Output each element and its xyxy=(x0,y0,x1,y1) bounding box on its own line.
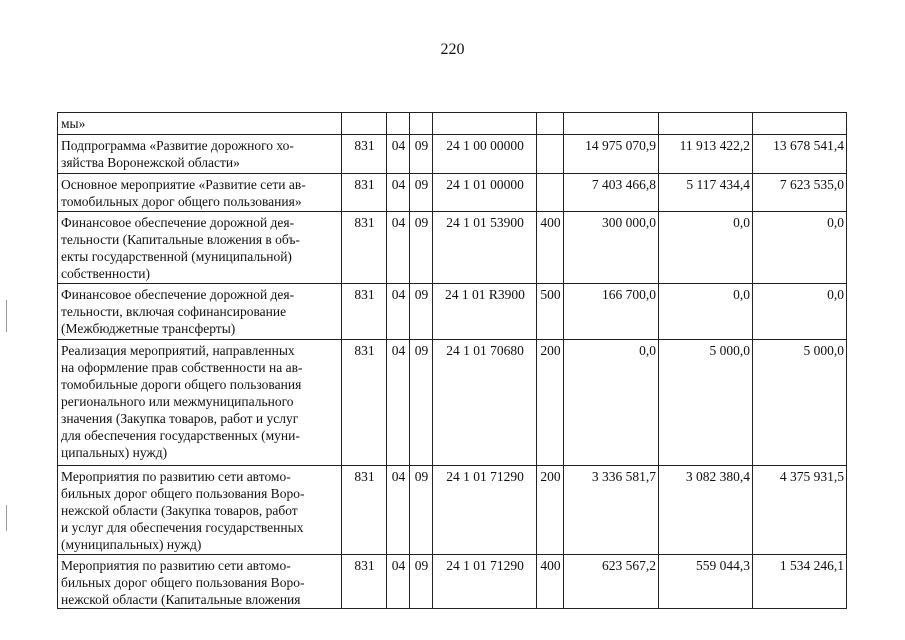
rz-cell xyxy=(387,113,410,135)
year3-amount-cell: 0,0 xyxy=(753,212,847,284)
page-number: 220 xyxy=(440,41,465,58)
vr-cell: 400 xyxy=(537,555,564,609)
year1-amount-cell: 623 567,2 xyxy=(564,555,659,609)
pr-cell: 09 xyxy=(410,212,433,284)
vr-cell: 200 xyxy=(537,466,564,555)
gr-cell: 831 xyxy=(342,174,387,212)
rz-cell: 04 xyxy=(387,135,410,174)
gr-cell: 831 xyxy=(342,212,387,284)
year3-amount-cell: 13 678 541,4 xyxy=(753,135,847,174)
year2-amount-cell: 3 082 380,4 xyxy=(659,466,753,555)
gr-cell: 831 xyxy=(342,466,387,555)
gr-cell: 831 xyxy=(342,340,387,466)
csr-cell: 24 1 01 71290 xyxy=(433,555,537,609)
vr-cell xyxy=(537,174,564,212)
year1-amount-cell: 300 000,0 xyxy=(564,212,659,284)
table-row xyxy=(58,466,847,555)
year3-amount-cell: 0,0 xyxy=(753,284,847,340)
row-name-cell: Финансовое обеспечение дорожной дея- тельности, включая софинансирование (Межбюджетные трансферты) xyxy=(58,284,342,340)
rz-cell: 04 xyxy=(387,284,410,340)
year1-amount-cell: 3 336 581,7 xyxy=(564,466,659,555)
year3-amount-cell: 5 000,0 xyxy=(753,340,847,466)
year2-amount-cell: 0,0 xyxy=(659,212,753,284)
gr-cell xyxy=(342,113,387,135)
pr-cell: 09 xyxy=(410,555,433,609)
year3-amount-cell xyxy=(753,113,847,135)
table-row xyxy=(58,113,847,135)
year2-amount-cell: 11 913 422,2 xyxy=(659,135,753,174)
year2-amount-cell: 5 000,0 xyxy=(659,340,753,466)
gr-cell: 831 xyxy=(342,135,387,174)
left-edge-mark xyxy=(6,300,7,332)
vr-cell xyxy=(537,135,564,174)
rz-cell: 04 xyxy=(387,555,410,609)
year2-amount-cell: 559 044,3 xyxy=(659,555,753,609)
gr-cell: 831 xyxy=(342,284,387,340)
rz-cell: 04 xyxy=(387,340,410,466)
year1-amount-cell: 7 403 466,8 xyxy=(564,174,659,212)
table-row xyxy=(58,174,847,212)
vr-cell xyxy=(537,113,564,135)
table-row xyxy=(58,212,847,284)
row-name-cell: Подпрограмма «Развитие дорожного хо- зяйства Воронежской области» xyxy=(58,135,342,174)
pr-cell: 09 xyxy=(410,466,433,555)
csr-cell: 24 1 01 53900 xyxy=(433,212,537,284)
table-row xyxy=(58,555,847,609)
row-name-cell: Финансовое обеспечение дорожной дея- тельности (Капитальные вложения в объ- екты государственной (муниципальной) собственности) xyxy=(58,212,342,284)
csr-cell: 24 1 01 00000 xyxy=(433,174,537,212)
csr-cell: 24 1 00 00000 xyxy=(433,135,537,174)
year3-amount-cell: 1 534 246,1 xyxy=(753,555,847,609)
year2-amount-cell xyxy=(659,113,753,135)
budget-table xyxy=(57,112,847,609)
vr-cell: 200 xyxy=(537,340,564,466)
csr-cell xyxy=(433,113,537,135)
year3-amount-cell: 7 623 535,0 xyxy=(753,174,847,212)
pr-cell: 09 xyxy=(410,340,433,466)
vr-cell: 400 xyxy=(537,212,564,284)
pr-cell xyxy=(410,113,433,135)
year2-amount-cell: 0,0 xyxy=(659,284,753,340)
rz-cell: 04 xyxy=(387,212,410,284)
vr-cell: 500 xyxy=(537,284,564,340)
pr-cell: 09 xyxy=(410,174,433,212)
year2-amount-cell: 5 117 434,4 xyxy=(659,174,753,212)
year1-amount-cell: 14 975 070,9 xyxy=(564,135,659,174)
row-name-cell: Реализация мероприятий, направленных на оформление прав собственности на ав- томобильные дороги общего пользования регионального или межмуниципального значения (Закупка товаров, работ и услуг для обеспечения государственных (муни- ципальных) нужд) xyxy=(58,340,342,466)
row-name-cell: Мероприятия по развитию сети автомо- бильных дорог общего пользования Воро- нежской области (Закупка товаров, работ и услуг для обеспечения государственных (муниципальных) нужд) xyxy=(58,466,342,555)
year1-amount-cell xyxy=(564,113,659,135)
csr-cell: 24 1 01 71290 xyxy=(433,466,537,555)
csr-cell: 24 1 01 R3900 xyxy=(433,284,537,340)
row-name-cell: Мероприятия по развитию сети автомо- бильных дорог общего пользования Воро- нежской области (Капитальные вложения xyxy=(58,555,342,609)
rz-cell: 04 xyxy=(387,466,410,555)
year1-amount-cell: 0,0 xyxy=(564,340,659,466)
left-edge-mark xyxy=(6,505,7,531)
year3-amount-cell: 4 375 931,5 xyxy=(753,466,847,555)
csr-cell: 24 1 01 70680 xyxy=(433,340,537,466)
year1-amount-cell: 166 700,0 xyxy=(564,284,659,340)
pr-cell: 09 xyxy=(410,135,433,174)
table-row xyxy=(58,340,847,466)
row-name-cell: Основное мероприятие «Развитие сети ав- томобильных дорог общего пользования» xyxy=(58,174,342,212)
rz-cell: 04 xyxy=(387,174,410,212)
table-row xyxy=(58,284,847,340)
pr-cell: 09 xyxy=(410,284,433,340)
gr-cell: 831 xyxy=(342,555,387,609)
table-row xyxy=(58,135,847,174)
row-name-cell: мы» xyxy=(58,113,342,135)
